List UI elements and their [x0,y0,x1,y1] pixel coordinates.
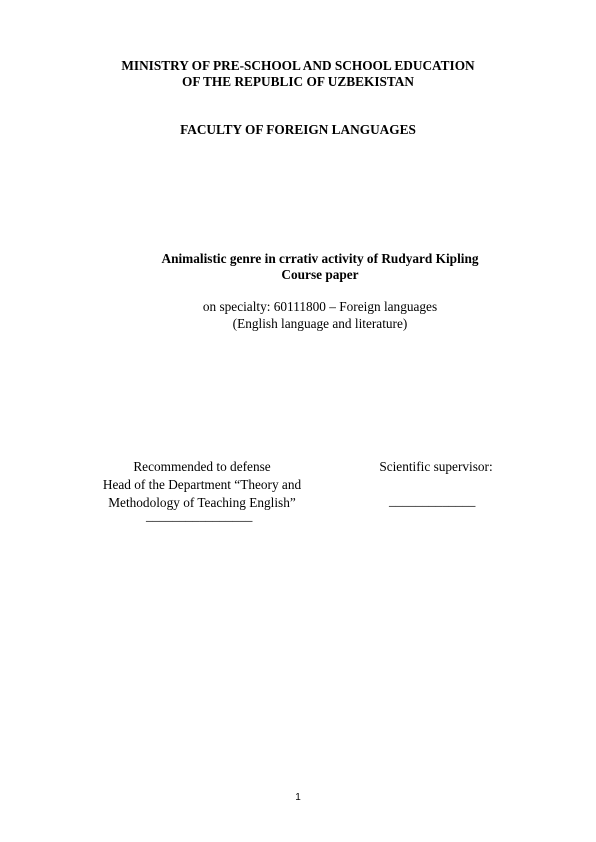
ministry-line-1: MINISTRY OF PRE-SCHOOL AND SCHOOL EDUCATION [121,58,475,73]
faculty-heading: FACULTY OF FOREIGN LANGUAGES [180,122,416,137]
recommended-label: Recommended to defense [133,459,271,474]
signature-block-right [336,458,536,476]
paper-type: Course paper [281,267,359,282]
right-signature-line: _____________ [389,493,476,508]
left-signature-line: ________________ [146,508,253,523]
specialty-line: on specialty: 60111800 – Foreign languages [202,299,438,314]
ministry-line-2: OF THE REPUBLIC OF UZBEKISTAN [181,74,414,89]
signature-block-left [60,458,344,512]
page-number: 1 [295,792,301,803]
department-name: Methodology of Teaching English” [108,495,296,510]
supervisor-label: Scientific supervisor: [379,459,493,474]
specialty-subline: (English language and literature) [232,316,408,331]
paper-title: Animalistic genre in crrativ activity of Rudyard Kipling [161,251,479,266]
department-head-label: Head of the Department “Theory and [102,477,302,492]
